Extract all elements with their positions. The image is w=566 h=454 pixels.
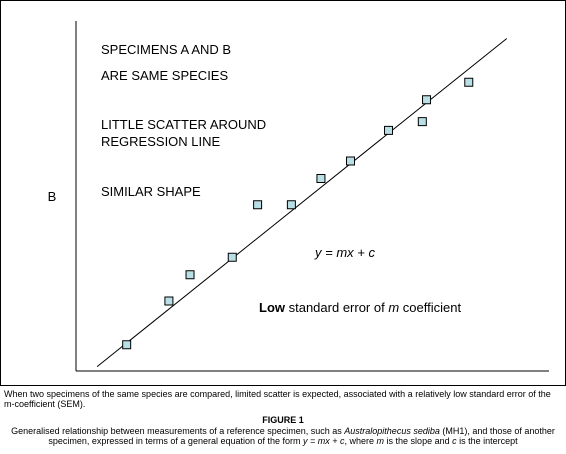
standard-error-note-bold: Low [259,300,285,315]
standard-error-note-text-1: standard error of [285,300,389,315]
caption-c: c [452,436,457,446]
data-point-12 [465,78,473,86]
standard-error-note-italic: m [388,300,400,315]
caption-body-4: is the slope and [384,436,453,446]
standard-error-note [259,300,461,315]
caption-species-name: Australopithecus sediba [344,426,440,436]
data-point-1 [123,341,131,349]
data-point-5 [254,201,262,209]
data-point-2 [165,297,173,305]
annotation-regression-line: REGRESSION LINE [101,134,221,149]
data-point-11 [423,96,431,104]
standard-error-note-text-2: coefficient [399,300,462,315]
annotation-similar-shape: SIMILAR SHAPE [101,184,201,199]
plot-layer [97,39,507,367]
caption-m: m [376,436,385,446]
caption-equation: y = mx + c [303,436,345,446]
annotation-same-species: ARE SAME SPECIES [101,68,229,83]
caption-body-1: Generalised relationship between measurements of a reference specimen, such as [11,426,345,436]
figure-title: FIGURE 1 [262,415,304,425]
regression-line [97,39,507,367]
annotation-little-scatter: LITTLE SCATTER AROUND [101,117,267,132]
annotation-specimens-a-b: SPECIMENS A AND B [101,42,232,57]
figure-caption [8,426,558,446]
data-point-7 [317,175,325,183]
caption-body-2: (MH1), and those of another specimen, expressed in terms of a general equation of the form [48,426,555,446]
data-point-9 [385,126,393,134]
y-axis-label: B [47,189,57,204]
caption-body-3: , where [344,436,377,446]
caption-body-5: is the intercept [456,436,518,446]
data-point-4 [228,253,236,261]
data-point-6 [287,201,295,209]
data-point-8 [347,157,355,165]
caption-note: When two specimens of the same species are compared, limited scatter is expected, associated with a relatively low standard error of the m-coefficient (SEM). [4,389,551,409]
data-point-3 [186,271,194,279]
equation-label: y = mx + c [315,245,375,260]
data-point-10 [418,118,426,126]
scatter-chart [1,1,566,387]
